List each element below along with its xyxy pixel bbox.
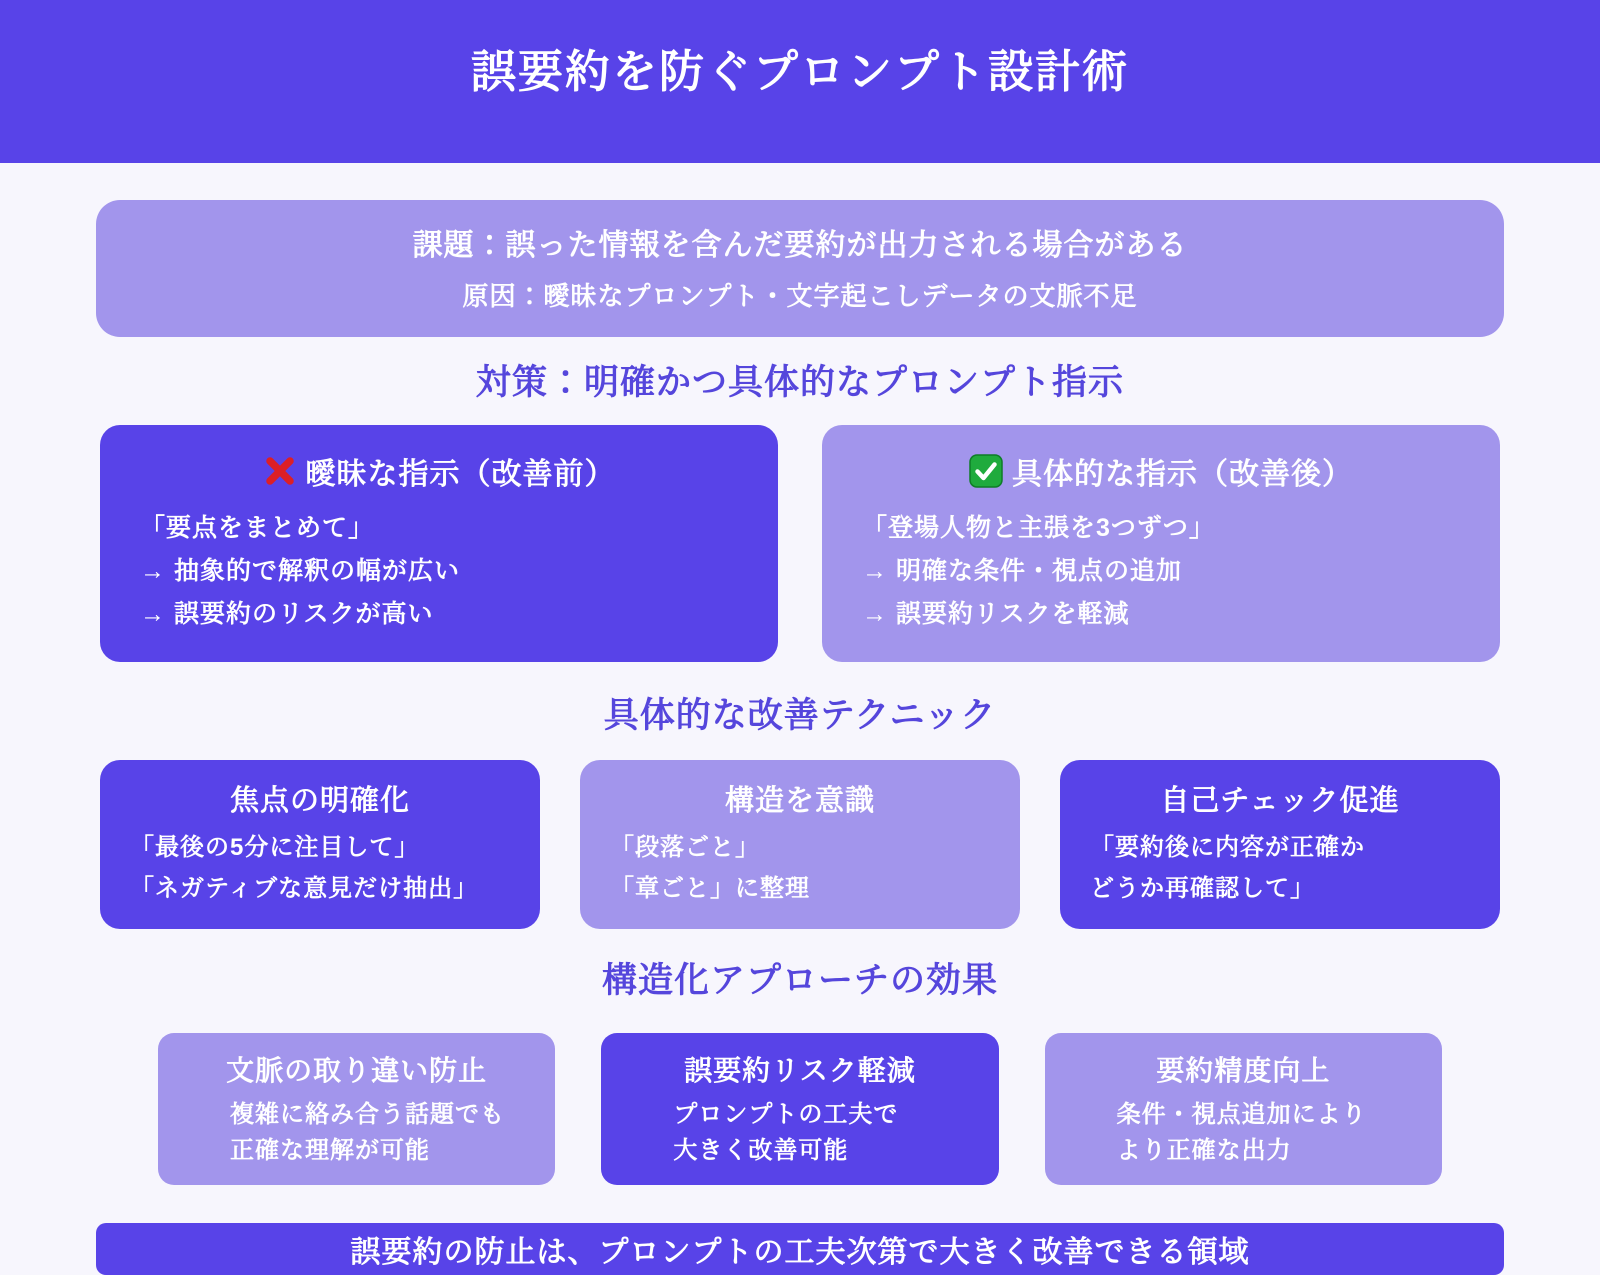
techniques-row <box>100 760 1500 929</box>
header-bar <box>0 0 1600 163</box>
technique-line: 「章ごと」に整理 <box>610 875 810 902</box>
effect-line: プロンプトの工夫で <box>673 1101 899 1128</box>
effects-row <box>158 1033 1442 1185</box>
problem-statement: 課題：誤った情報を含んだ要約が出力される場合がある <box>412 229 1188 262</box>
technique-line: 「要約後に内容が正確か <box>1090 834 1365 861</box>
technique-title: 構造を意識 <box>724 785 875 817</box>
good-example-line: 「登場人物と主張を3つずつ」 <box>862 514 1215 542</box>
effect-line: 大きく改善可能 <box>673 1137 849 1164</box>
good-instruction-card <box>822 425 1500 662</box>
effect-title: 要約精度向上 <box>1156 1055 1331 1086</box>
conclusion-bar: 誤要約の防止は、プロンプトの工夫次第で大きく改善できる領域 <box>96 1223 1504 1275</box>
technique-card-selfcheck <box>1060 760 1500 929</box>
good-instruction-title <box>862 449 1460 493</box>
effect-line: 複雑に絡み合う話題でも <box>230 1101 505 1128</box>
effect-line: より正確な出力 <box>1116 1137 1292 1164</box>
techniques-heading: 具体的な改善テクニック <box>603 696 997 735</box>
technique-card-focus <box>100 760 540 929</box>
problem-cause: 原因：曖昧なプロンプト・文字起こしデータの文脈不足 <box>462 281 1138 311</box>
effect-card-context <box>158 1033 555 1185</box>
check-icon <box>969 454 1003 488</box>
technique-card-structure <box>580 760 1020 929</box>
effect-card-accuracy <box>1045 1033 1442 1185</box>
effect-line: 条件・視点追加により <box>1116 1101 1367 1128</box>
effect-title: 文脈の取り違い防止 <box>226 1055 488 1086</box>
good-instruction-title-text: 具体的な指示（改善後） <box>1012 458 1353 491</box>
bad-instruction-title <box>140 449 738 493</box>
technique-line: 「最後の5分に注目して」 <box>130 834 420 861</box>
effects-heading: 構造化アプローチの効果 <box>601 961 998 1000</box>
effect-card-risk <box>601 1033 998 1185</box>
bad-consequence-line-2: → 誤要約のリスクが高い <box>140 600 434 628</box>
bad-consequence-line-1: → 抽象的で解釈の幅が広い <box>140 557 460 585</box>
page-title: 誤要約を防ぐプロンプト設計術 <box>470 46 1129 97</box>
bad-instruction-card <box>100 425 778 662</box>
good-benefit-line-1: → 明確な条件・視点の追加 <box>862 557 1182 585</box>
technique-title: 自己チェック促進 <box>1160 785 1400 817</box>
good-benefit-line-2: → 誤要約リスクを軽減 <box>862 600 1130 628</box>
problem-box <box>96 200 1504 337</box>
comparison-row <box>100 425 1500 662</box>
technique-line: どうか再確認して」 <box>1090 875 1315 902</box>
technique-line: 「ネガティブな意見だけ抽出」 <box>130 875 479 902</box>
technique-title: 焦点の明確化 <box>229 785 410 817</box>
bad-example-line: 「要点をまとめて」 <box>140 514 375 542</box>
countermeasure-heading: 対策：明確かつ具体的なプロンプト指示 <box>475 363 1124 402</box>
effect-line: 正確な理解が可能 <box>230 1137 430 1164</box>
bad-instruction-title-text: 曖昧な指示（改善前） <box>305 458 616 491</box>
effect-title: 誤要約リスク軽減 <box>684 1055 916 1086</box>
technique-line: 「段落ごと」 <box>610 834 760 861</box>
cross-icon <box>263 454 297 488</box>
main-content <box>0 200 1600 1275</box>
